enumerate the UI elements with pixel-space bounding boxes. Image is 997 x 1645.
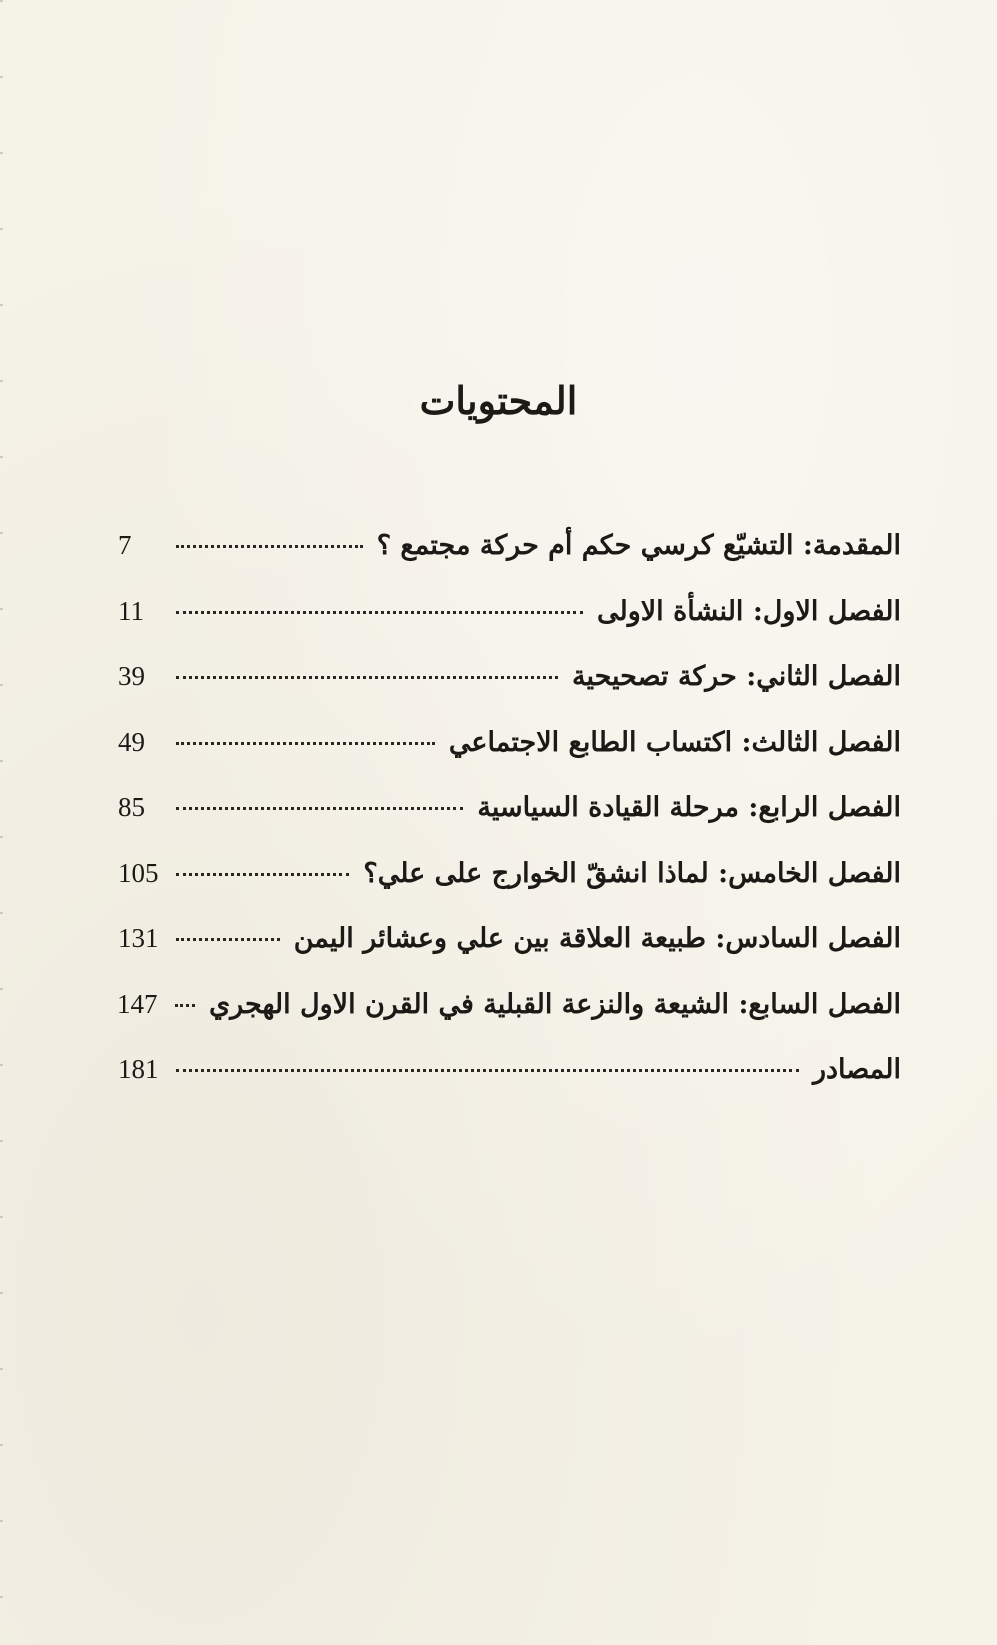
toc-page-number: 11 (118, 595, 144, 626)
toc-page-number: 181 (118, 1054, 159, 1084)
dot-leader (176, 545, 363, 548)
toc-entry-title: المصادر (812, 1054, 901, 1085)
dot-leader (176, 807, 463, 810)
toc-entry-title: الفصل السادس: طبيعة العلاقة بين علي وعشائر اليمن (293, 923, 901, 954)
toc-entry (118, 727, 901, 793)
dot-leader (176, 742, 435, 745)
page-title: المحتويات (419, 378, 578, 423)
toc-entry (118, 596, 901, 662)
toc-page-number: 7 (118, 530, 132, 560)
toc-entry (118, 989, 901, 1055)
toc-page-number: 85 (118, 792, 145, 822)
toc-page-number: 131 (118, 923, 159, 953)
toc-entry (118, 530, 901, 596)
toc-entry-title: المقدمة: التشيّع كرسي حكم أم حركة مجتمع ؟ (376, 530, 901, 561)
dot-leader (176, 611, 583, 614)
dot-leader (176, 1069, 799, 1072)
toc-page-number: 105 (118, 857, 159, 888)
toc-entry (118, 661, 901, 727)
toc-page-number: 147 (116, 988, 158, 1019)
toc-entry-title: الفصل الثاني: حركة تصحيحية (571, 661, 901, 692)
page-edge (0, 0, 3, 1645)
toc-page-number: 49 (118, 726, 145, 757)
table-of-contents (118, 530, 901, 1120)
toc-entry (118, 923, 901, 989)
dot-leader (176, 873, 349, 876)
toc-entry (118, 792, 901, 858)
toc-entry-title: الفصل الاول: النشأة الاولى (597, 595, 901, 627)
dot-leader (176, 676, 558, 679)
toc-entry-title: الفصل الرابع: مرحلة القيادة السياسية (477, 792, 901, 823)
toc-entry-title: الفصل السابع: الشيعة والنزعة القبلية في القرن الاول الهجري (208, 988, 901, 1020)
toc-entry (118, 1054, 901, 1120)
dot-leader (175, 1004, 195, 1007)
dot-leader (176, 938, 280, 941)
toc-page-number: 39 (118, 661, 145, 691)
toc-entry-title: الفصل الخامس: لماذا انشقّ الخوارج على علي؟ (363, 857, 901, 889)
toc-entry (118, 858, 901, 924)
toc-entry-title: الفصل الثالث: اكتساب الطابع الاجتماعي (448, 726, 901, 758)
